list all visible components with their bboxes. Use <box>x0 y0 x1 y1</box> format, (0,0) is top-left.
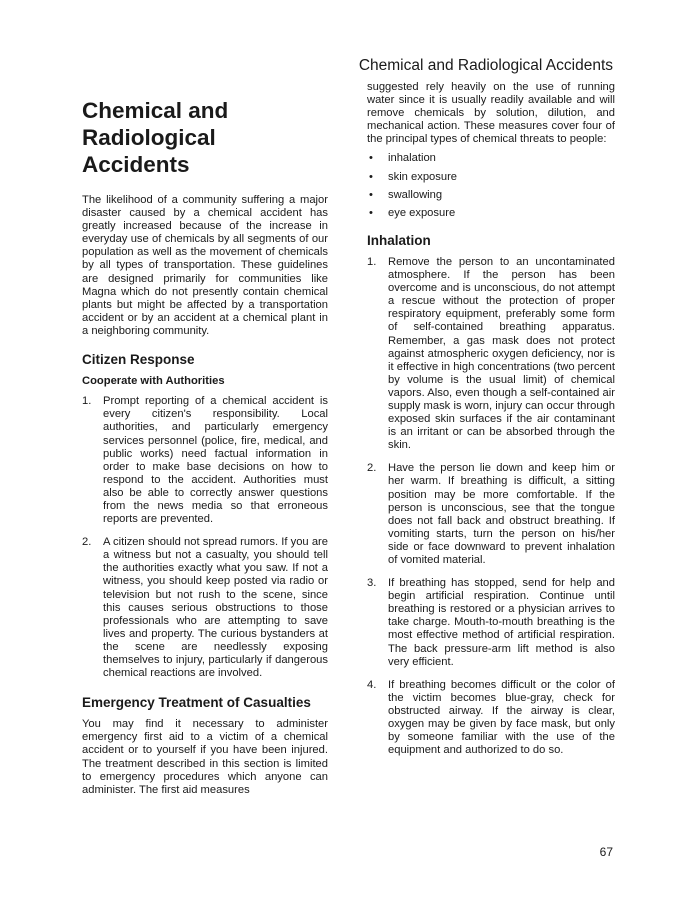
threat-list <box>367 152 615 219</box>
list-item-number: 2. <box>82 536 92 549</box>
list-item-text: Prompt reporting of a chemical accident is every citizen's responsibility. Local authorities, and particularly emergency services personnel (police, fire, medical, and public works) need factual information in order to make base decisions on how to respond to the accident. Authorities must also be able to correctly answer questions from the news media so that erroneous reports are prevented. <box>103 395 328 526</box>
bullet-icon: • <box>369 152 373 165</box>
left-column <box>82 88 328 797</box>
list-item-text: If breathing has stopped, send for help and begin artificial respiration. Continue until breathing is restored or a physician arrives to take charge. Mouth-to-mouth breathing is the most effective method of artificial respiration. The back pressure-arm lift method is also very efficient. <box>388 577 615 668</box>
list-item-text: eye exposure <box>388 206 456 219</box>
list-item <box>367 256 615 452</box>
emergency-treatment-continued: suggested rely heavily on the use of running water since it is usually readily available and will remove chemicals by solution, dilution, and mechanical action. These measures cover four of the principal types of chemical threats to people: <box>367 81 615 146</box>
title-line-3: Accidents <box>82 152 190 177</box>
list-item-text: Have the person lie down and keep him or her warm. If breathing is difficult, a sitting position may be more comfortable. If the person is unconscious, see that the tongue does not fall back and obstruct breathing. If vomiting starts, turn the person on his/her side or face downward to prevent inhalation of vomited material. <box>388 462 615 566</box>
cooperate-subheading: Cooperate with Authorities <box>82 375 225 388</box>
citizen-response-heading: Citizen Response <box>82 352 195 368</box>
emergency-treatment-paragraph: You may find it necessary to administer emergency first aid to a victim of a chemical accident or to yourself if you have been injured. The treatment described in this section is limited to emergency procedures which anyone can administer. The first aid measures <box>82 718 328 796</box>
list-item <box>367 189 615 202</box>
list-item <box>367 171 615 184</box>
title-line-2: Radiological <box>82 125 216 150</box>
page-title <box>82 97 328 178</box>
list-item-text: swallowing <box>388 188 443 201</box>
emergency-treatment-heading: Emergency Treatment of Casualties <box>82 695 311 711</box>
right-column <box>367 81 615 767</box>
bullet-icon: • <box>369 188 373 201</box>
list-item-text: If breathing becomes difficult or the color of the victim becomes blue-gray, check for obstructed airway. If the airway is clear, oxygen may be given by face mask, but only by someone familiar with the use of the equipment and authorized to do so. <box>388 678 615 757</box>
list-item-number: 4. <box>367 678 377 691</box>
list-item-number: 1. <box>82 395 92 408</box>
title-line-1: Chemical and <box>82 98 229 123</box>
list-item-text: skin exposure <box>388 170 458 183</box>
list-item-number: 3. <box>367 577 377 590</box>
bullet-icon: • <box>369 206 373 219</box>
list-item <box>367 207 615 220</box>
list-item-number: 1. <box>367 255 377 268</box>
list-item <box>367 577 615 669</box>
page-number: 67 <box>599 845 613 859</box>
list-item-text: A citizen should not spread rumors. If you are a witness but not a casualty, you should tell the authorities exactly what you saw. If not a witness, you should keep posted via radio or television but not rush to the scene, since this causes serious obstructions to those professionals who are attempting to save lives and property. The curious bystanders at the scene are needlessly exposing themselves to injury, particularly if dangerous chemical reactions are involved. <box>103 536 328 680</box>
list-item-text: inhalation <box>388 152 436 165</box>
list-item-text: Remove the person to an uncontaminated atmosphere. If the person has been overcome and is unconscious, do not attempt a rescue without the protection of proper respiratory equipment, preferably some form of self-contained breathing apparatus. Remember, a gas mask does not protect against atmospheric oxygen deficiency, nor is it effective in high concentrations (two percent by volume is the usual limit) of chemical vapors. Also, even though a self-contained air supply mask is worn, injury can occur through exposed skin surfaces if the air contaminant is an irritant or can be absorbed through the skin. <box>388 255 615 452</box>
list-item <box>367 679 615 758</box>
list-item <box>367 462 615 567</box>
list-item-number: 2. <box>367 462 377 475</box>
list-item <box>82 536 328 680</box>
running-header: Chemical and Radiological Accidents <box>358 57 613 74</box>
bullet-icon: • <box>369 170 373 183</box>
inhalation-heading: Inhalation <box>367 232 431 248</box>
intro-paragraph: The likelihood of a community suffering a major disaster caused by a chemical accident has greatly increased because of the increase in everyday use of chemicals by all segments of our population as well as the movement of chemicals by all types of transportation. These guidelines are designed primarily for communities like Magna which do not presently contain chemical plants but might be affected by a transportation accident or by an accident at a chemical plant in a neighboring community. <box>82 194 328 337</box>
list-item <box>367 152 615 165</box>
citizen-response-list <box>82 395 328 680</box>
inhalation-list <box>367 256 615 757</box>
list-item <box>82 395 328 526</box>
